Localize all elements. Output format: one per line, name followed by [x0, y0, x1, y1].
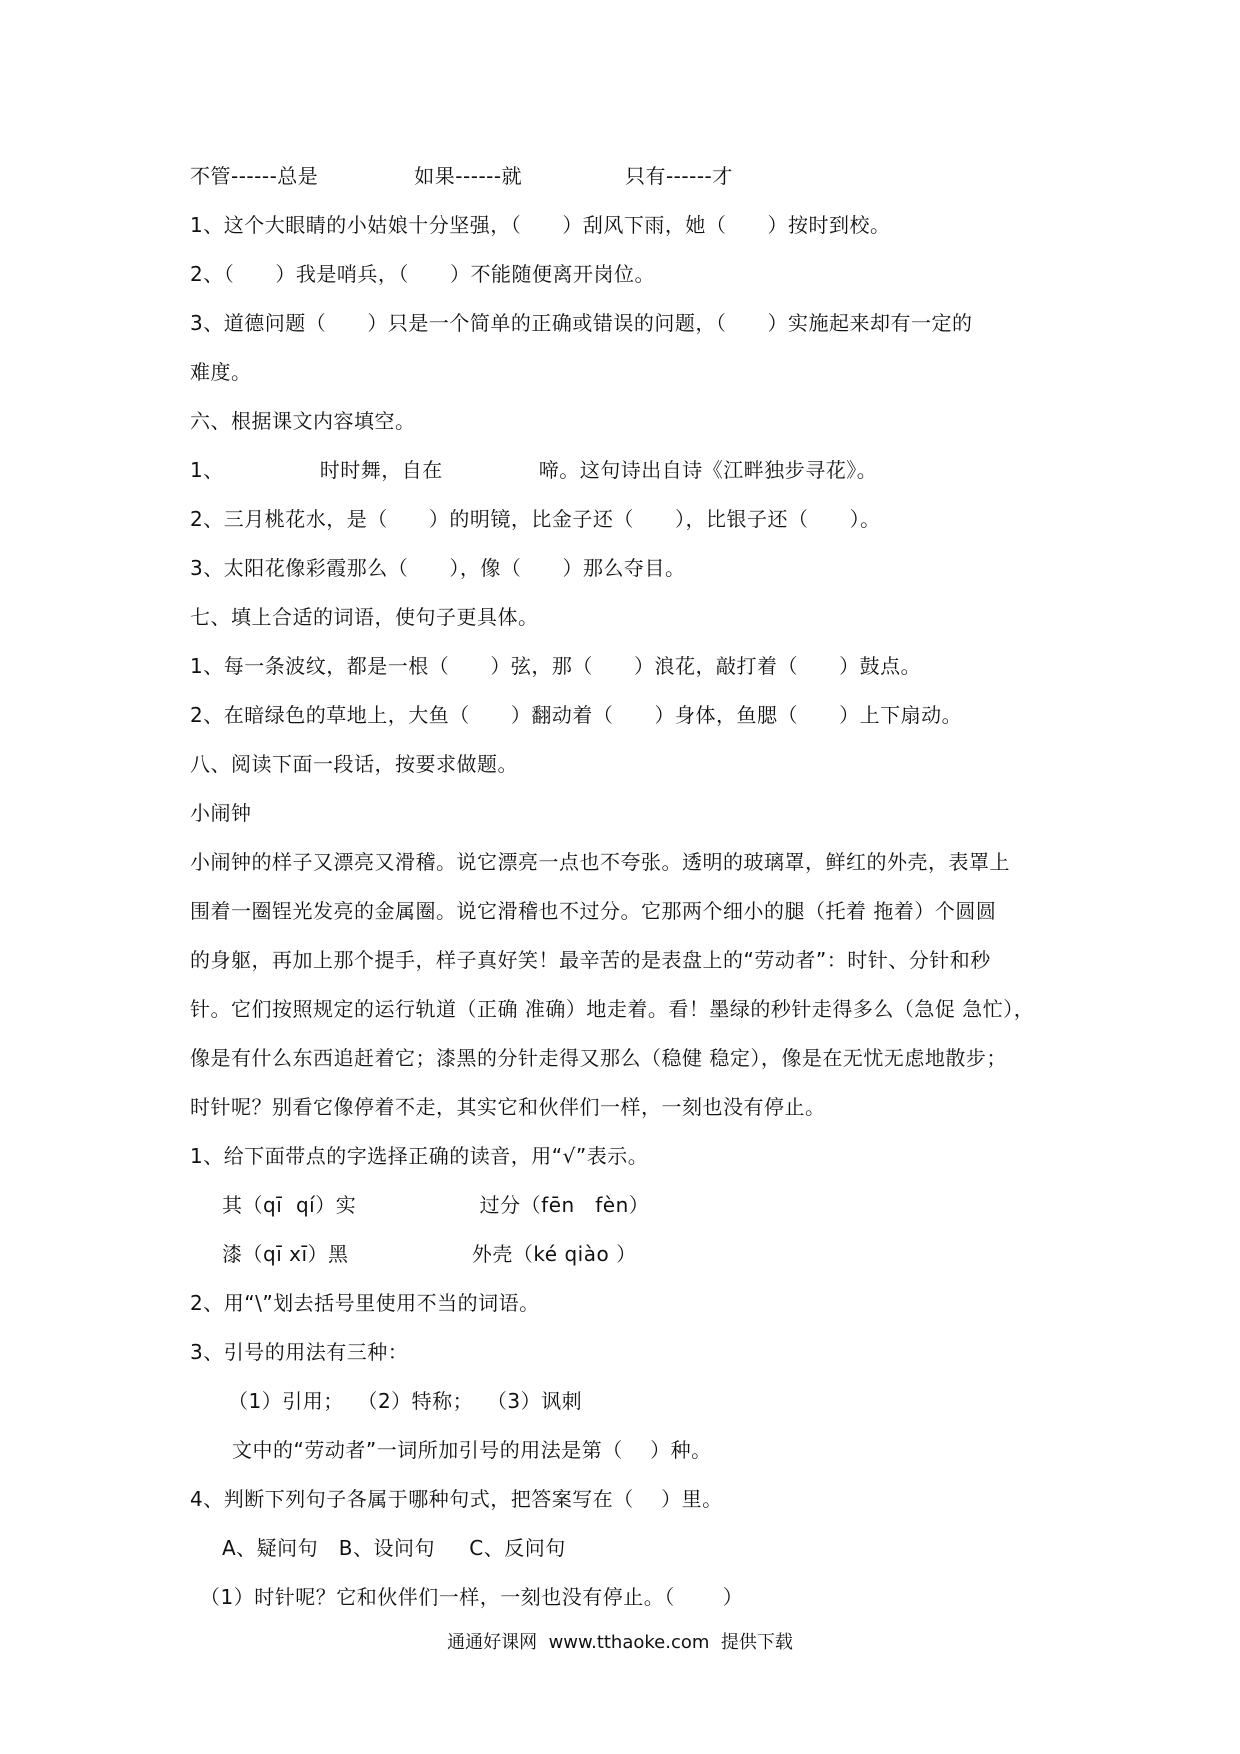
passage-title: 小闹钟	[190, 801, 252, 825]
passage-line: 围着一圈锃光发亮的金属圈。说它滑稽也不过分。它那两个细小的腿（托着 拖着）个圆圆	[190, 899, 997, 923]
sub-question: 4、判断下列句子各属于哪种句式，把答案写在（ ）里。	[190, 1487, 723, 1511]
question-line-continued: 难度。	[190, 360, 252, 384]
question-line: 1、 时时舞，自在 啼。这句诗出自诗《江畔独步寻花》。	[190, 458, 878, 482]
sub-question: 3、引号的用法有三种：	[190, 1340, 409, 1364]
question-line: 2、在暗绿色的草地上，大鱼（ ）翻动着（ ）身体，鱼腮（ ）上下扇动。	[190, 703, 963, 727]
sub-question: 2、用“\”划去括号里使用不当的词语。	[190, 1291, 540, 1315]
passage-line: 时针呢？别看它像停着不走，其实它和伙伴们一样，一刻也没有停止。	[190, 1095, 826, 1119]
sub-question-item: （1）时针呢？它和伙伴们一样，一刻也没有停止。（ ）	[200, 1585, 744, 1609]
pinyin-options: 漆（qī xī）黑 外壳（ké qiào ）	[222, 1242, 637, 1266]
sub-question: 1、给下面带点的字选择正确的读音，用“√”表示。	[190, 1144, 649, 1168]
question-line: 1、这个大眼睛的小姑娘十分坚强，（ ）刮风下雨，她（ ）按时到校。	[190, 213, 891, 237]
passage-line: 像是有什么东西追赶着它；漆黑的分针走得又那么（稳健 稳定），像是在无忧无虑地散步；	[190, 1046, 1007, 1070]
question-line: 1、每一条波纹，都是一根（ ）弦，那（ ）浪花，敲打着（ ）鼓点。	[190, 654, 922, 678]
page-footer: 通通好课网 www.tthaoke.com 提供下载	[447, 1632, 793, 1653]
sub-question-detail: 文中的“劳动者”一词所加引号的用法是第（ ）种。	[232, 1438, 712, 1462]
question-line: 3、太阳花像彩霞那么（ ），像（ ）那么夺目。	[190, 556, 686, 580]
section-heading-eight: 八、阅读下面一段话，按要求做题。	[190, 752, 518, 776]
question-line: 3、道德问题（ ）只是一个简单的正确或错误的问题，（ ）实施起来却有一定的	[190, 311, 973, 335]
question-line: 2、三月桃花水，是（ ）的明镜，比金子还（ ），比银子还（ ）。	[190, 507, 881, 531]
pinyin-options: 其（qī qí）实 过分（fēn fèn）	[222, 1193, 650, 1217]
passage-line: 针。它们按照规定的运行轨道（正确 准确）地走着。看！墨绿的秒针走得多么（急促 急忙），	[190, 997, 1035, 1021]
passage-line: 小闹钟的样子又漂亮又滑稽。说它漂亮一点也不夸张。透明的玻璃罩，鲜红的外壳，表罩上	[190, 850, 1010, 874]
section-heading-seven: 七、填上合适的词语，使句子更具体。	[190, 605, 539, 629]
passage-line: 的身躯，再加上那个提手，样子真好笑！最辛苦的是表盘上的“劳动者”：时针、分针和秒	[190, 948, 991, 972]
question-line: 2、（ ）我是哨兵，（ ）不能随便离开岗位。	[190, 262, 656, 286]
sentence-type-options: A、疑问句 B、设问句 C、反问句	[222, 1536, 566, 1560]
section-heading-six: 六、根据课文内容填空。	[190, 409, 416, 433]
conjunction-options: 不管------总是 如果------就 只有------才	[190, 164, 733, 188]
quote-usage-options: （1）引用； （2）特称； （3）讽刺	[228, 1389, 583, 1413]
